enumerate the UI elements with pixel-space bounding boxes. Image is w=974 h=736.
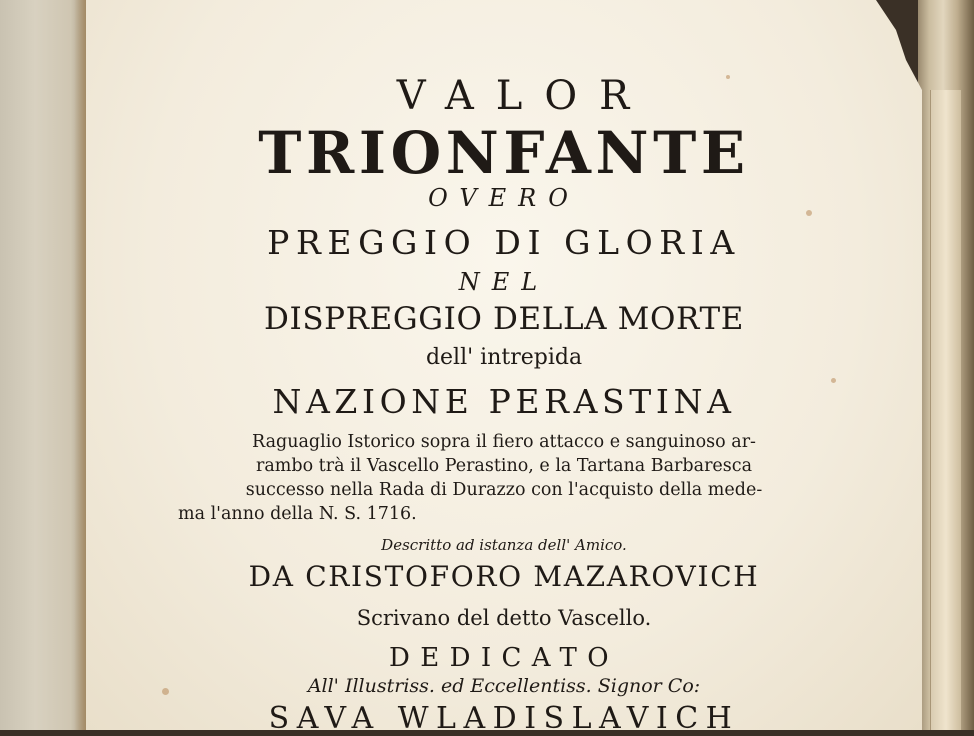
title-nazione: NAZIONE PERASTINA	[272, 382, 736, 421]
title-trionfante: TRIONFANTE	[258, 119, 750, 187]
title-nel: NEL	[458, 268, 550, 296]
title-valor: VALOR	[396, 73, 652, 119]
foxing-spot	[806, 210, 812, 216]
title-intrepida: dell' intrepida	[425, 345, 583, 370]
page-stack-edge	[930, 90, 961, 730]
author-line: DA CRISTOFORO MAZAROVICH	[248, 560, 760, 593]
book-cover-left	[0, 0, 88, 730]
body-line-1: Raguaglio Istorico sopra il fiero attacco e sanguinoso ar-	[252, 432, 756, 452]
body-line-4: ma l'anno della N. S. 1716.	[178, 504, 417, 524]
dedicatee-name: SAVA WLADISLAVICH	[268, 701, 740, 736]
body-line-3: successo nella Rada di Durazzo con l'acquisto della mede-	[245, 480, 763, 500]
dedicatee-line: All' Illustriss. ed Eccellentiss. Signor Co:	[307, 675, 701, 697]
dedicato-line: DEDICATO	[388, 643, 620, 673]
title-overo: OVERO	[428, 184, 580, 212]
body-line-2: rambo trà il Vascello Perastino, e la Tartana Barbaresca	[255, 456, 752, 476]
descritto-line: Descritto ad istanza dell' Amico.	[381, 536, 627, 554]
scrivano-line: Scrivano del detto Vascello.	[356, 606, 652, 630]
title-preggio: PREGGIO DI GLORIA	[267, 223, 741, 262]
title-dispreggio: DISPREGGIO DELLA MORTE	[263, 301, 744, 337]
foxing-spot	[831, 378, 836, 383]
